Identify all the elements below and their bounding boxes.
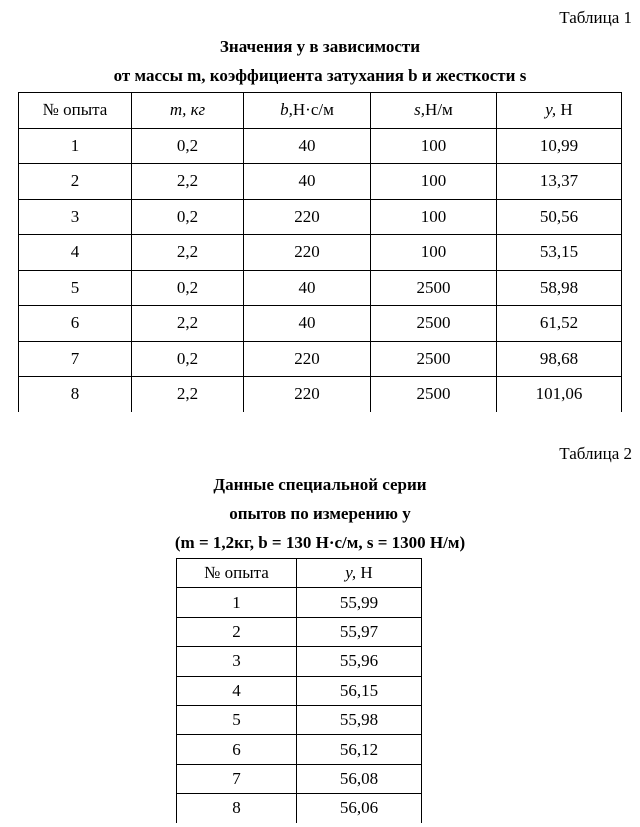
table-row xyxy=(19,164,622,200)
table-row xyxy=(177,764,422,793)
table-cell: 2 xyxy=(19,164,132,200)
table1-header-cell xyxy=(497,93,622,129)
table-row xyxy=(19,235,622,271)
table1 xyxy=(18,92,622,412)
table-row xyxy=(177,794,422,823)
table-cell: 13,37 xyxy=(497,164,622,200)
table-cell: 100 xyxy=(371,128,497,164)
table2-title-line3: (m = 1,2кг, b = 130 Н·с/м, s = 1300 Н/м) xyxy=(174,533,466,552)
table1-label: Таблица 1 xyxy=(559,8,632,27)
table1-header-cell xyxy=(371,93,497,129)
table-cell: 3 xyxy=(177,647,297,676)
header-var: s, xyxy=(414,100,426,120)
table-cell: 0,2 xyxy=(132,199,244,235)
table-cell: 55,99 xyxy=(297,588,422,617)
table-row xyxy=(19,270,622,306)
header-unit: кг xyxy=(186,100,206,120)
table2-header-cell xyxy=(177,559,297,588)
table-cell: 40 xyxy=(244,128,371,164)
table-cell: 6 xyxy=(19,306,132,342)
header-var: m, xyxy=(169,100,187,120)
table-row xyxy=(19,306,622,342)
table-cell: 58,98 xyxy=(497,270,622,306)
table-cell: 7 xyxy=(19,341,132,377)
table-cell: 5 xyxy=(19,270,132,306)
table-cell: 0,2 xyxy=(132,270,244,306)
table-cell: 1 xyxy=(19,128,132,164)
header-unit: Н xyxy=(356,563,373,583)
table-cell: 0,2 xyxy=(132,128,244,164)
table-cell: 1 xyxy=(177,588,297,617)
table-cell: 50,56 xyxy=(497,199,622,235)
table-row xyxy=(177,588,422,617)
table2-title-line1: Данные специальной серии xyxy=(213,475,427,494)
table-cell: 98,68 xyxy=(497,341,622,377)
table-cell: 2500 xyxy=(371,341,497,377)
table2-header-row xyxy=(177,559,422,588)
table-cell: 5 xyxy=(177,705,297,734)
table2-label: Таблица 2 xyxy=(559,444,632,463)
table-cell: 56,06 xyxy=(297,794,422,823)
table-cell: 0,2 xyxy=(132,341,244,377)
table1-title-line2: от массы m, коэффициента затухания b и жесткости s xyxy=(113,66,527,85)
table-row xyxy=(177,705,422,734)
table-cell: 3 xyxy=(19,199,132,235)
header-var: b, xyxy=(280,100,293,120)
table-row xyxy=(19,199,622,235)
table-cell: 2500 xyxy=(371,377,497,412)
header-text: № опыта xyxy=(42,100,108,120)
table-cell: 6 xyxy=(177,735,297,764)
table-row xyxy=(177,647,422,676)
table-cell: 2,2 xyxy=(132,164,244,200)
table2-title-line2: опытов по измерению y xyxy=(229,504,411,523)
table-cell: 220 xyxy=(244,199,371,235)
table-cell: 7 xyxy=(177,764,297,793)
header-unit: Н/м xyxy=(425,100,453,120)
table-cell: 53,15 xyxy=(497,235,622,271)
table-cell: 56,15 xyxy=(297,676,422,705)
table1-title-line1: Значения y в зависимости xyxy=(219,37,421,56)
table-cell: 10,99 xyxy=(497,128,622,164)
table-cell: 8 xyxy=(19,377,132,412)
table-cell: 61,52 xyxy=(497,306,622,342)
table-row xyxy=(19,128,622,164)
table-cell: 40 xyxy=(244,164,371,200)
table-cell: 2500 xyxy=(371,270,497,306)
table-row xyxy=(177,617,422,646)
table-cell: 56,12 xyxy=(297,735,422,764)
table-cell: 2 xyxy=(177,617,297,646)
header-unit: Н xyxy=(556,100,573,120)
table-cell: 220 xyxy=(244,341,371,377)
table-cell: 2,2 xyxy=(132,377,244,412)
table-cell: 100 xyxy=(371,164,497,200)
table-cell: 8 xyxy=(177,794,297,823)
table1-header-cell xyxy=(244,93,371,129)
table-cell: 55,96 xyxy=(297,647,422,676)
header-var: y, xyxy=(545,100,557,120)
header-var: y, xyxy=(345,563,357,583)
table1-header-cell xyxy=(132,93,244,129)
table-cell: 56,08 xyxy=(297,764,422,793)
table-cell: 2,2 xyxy=(132,235,244,271)
table-cell: 4 xyxy=(177,676,297,705)
table1-header-row xyxy=(19,93,622,129)
table-cell: 40 xyxy=(244,306,371,342)
table-cell: 40 xyxy=(244,270,371,306)
table-cell: 220 xyxy=(244,377,371,412)
header-unit: Н·с/м xyxy=(292,100,334,120)
table2 xyxy=(176,558,422,823)
table-cell: 101,06 xyxy=(497,377,622,412)
table-row xyxy=(19,377,622,412)
table-cell: 100 xyxy=(371,235,497,271)
table1-header-cell xyxy=(19,93,132,129)
table-cell: 100 xyxy=(371,199,497,235)
table-row xyxy=(19,341,622,377)
table-cell: 2500 xyxy=(371,306,497,342)
table-cell: 55,98 xyxy=(297,705,422,734)
table-row xyxy=(177,735,422,764)
header-text: № опыта xyxy=(204,563,269,583)
table-cell: 220 xyxy=(244,235,371,271)
table-cell: 55,97 xyxy=(297,617,422,646)
table-row xyxy=(177,676,422,705)
table2-header-cell xyxy=(297,559,422,588)
table-cell: 2,2 xyxy=(132,306,244,342)
table-cell: 4 xyxy=(19,235,132,271)
